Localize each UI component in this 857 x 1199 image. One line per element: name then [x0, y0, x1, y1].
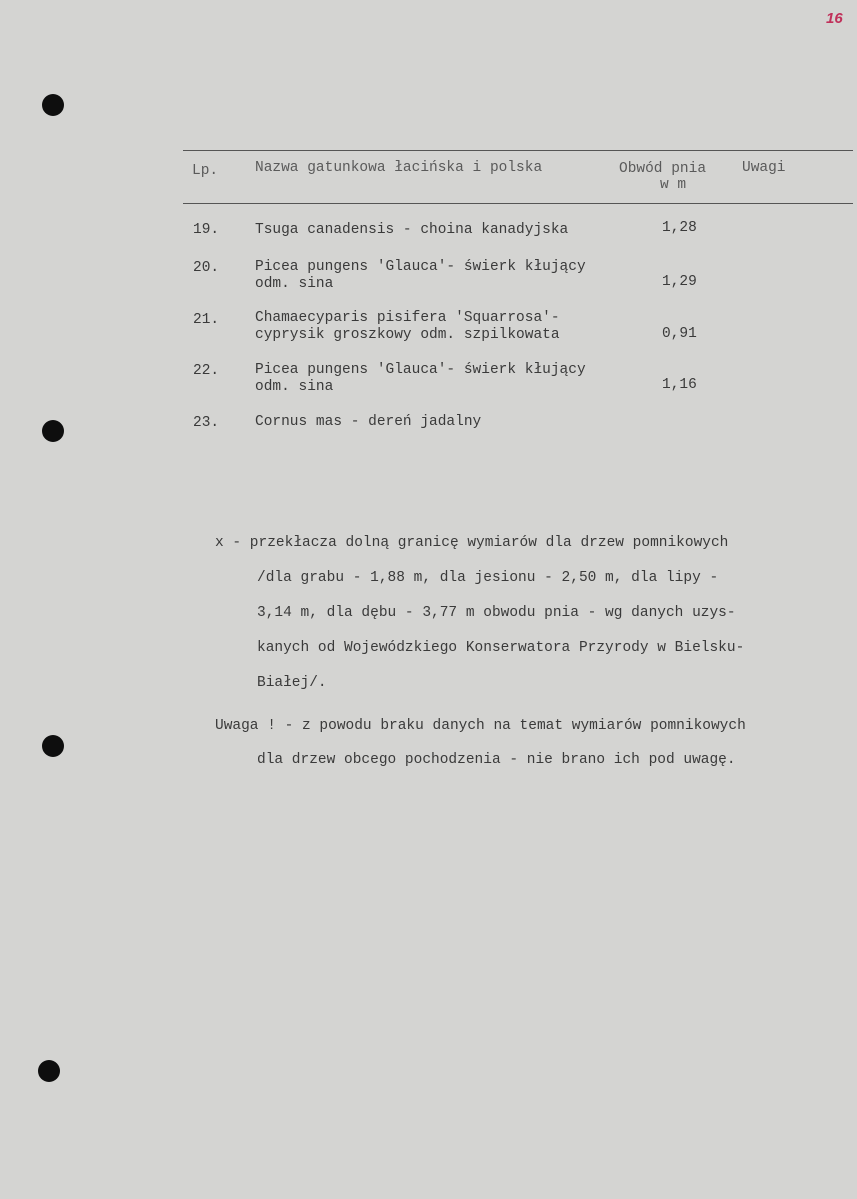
- header-girth-unit: w m: [660, 177, 687, 193]
- row-girth: 1,28: [662, 220, 697, 236]
- row-name: odm. sina: [255, 379, 334, 395]
- row-name: Picea pungens 'Glauca'- świerk kłujący: [255, 259, 586, 275]
- remark-line: dla drzew obcego pochodzenia - nie brano ich pod uwagę.: [257, 752, 736, 768]
- table-header-rule: [183, 203, 853, 204]
- row-lp: 23.: [193, 415, 220, 431]
- row-name: odm. sina: [255, 276, 334, 292]
- binder-hole: [42, 735, 64, 757]
- footnote-line: Białej/.: [257, 675, 327, 691]
- binder-hole: [38, 1060, 60, 1082]
- table-top-rule: [183, 150, 853, 151]
- binder-hole: [42, 420, 64, 442]
- row-name: cyprysik groszkowy odm. szpilkowata: [255, 327, 560, 343]
- header-remarks: Uwagi: [742, 160, 786, 176]
- row-girth: 0,91: [662, 326, 697, 342]
- row-lp: 19.: [193, 222, 220, 238]
- page-number: 16: [826, 10, 843, 27]
- row-lp: 22.: [193, 363, 220, 379]
- footnote-line: x - przekłacza dolną granicę wymiarów dla drzew pomnikowych: [215, 535, 729, 551]
- header-girth: Obwód pnia: [619, 161, 707, 177]
- footnote-line: /dla grabu - 1,88 m, dla jesionu - 2,50 m, dla lipy -: [257, 570, 719, 586]
- row-name: Picea pungens 'Glauca'- świerk kłujący: [255, 362, 586, 378]
- row-girth: 1,16: [662, 377, 697, 393]
- footnote-line: kanych od Wojewódzkiego Konserwatora Przyrody w Bielsku-: [257, 640, 745, 656]
- row-name: Cornus mas - dereń jadalny: [255, 414, 482, 430]
- row-lp: 21.: [193, 312, 220, 328]
- header-name: Nazwa gatunkowa łacińska i polska: [255, 160, 543, 176]
- row-lp: 20.: [193, 260, 220, 276]
- row-name: Tsuga canadensis - choina kanadyjska: [255, 222, 569, 238]
- row-name: Chamaecyparis pisifera 'Squarrosa'-: [255, 310, 560, 326]
- footnote-line: 3,14 m, dla dębu - 3,77 m obwodu pnia - wg danych uzys-: [257, 605, 736, 621]
- binder-hole: [42, 94, 64, 116]
- row-girth: 1,29: [662, 274, 697, 290]
- header-lp: Lp.: [192, 163, 219, 179]
- remark-line: Uwaga ! - z powodu braku danych na temat wymiarów pomnikowych: [215, 718, 746, 734]
